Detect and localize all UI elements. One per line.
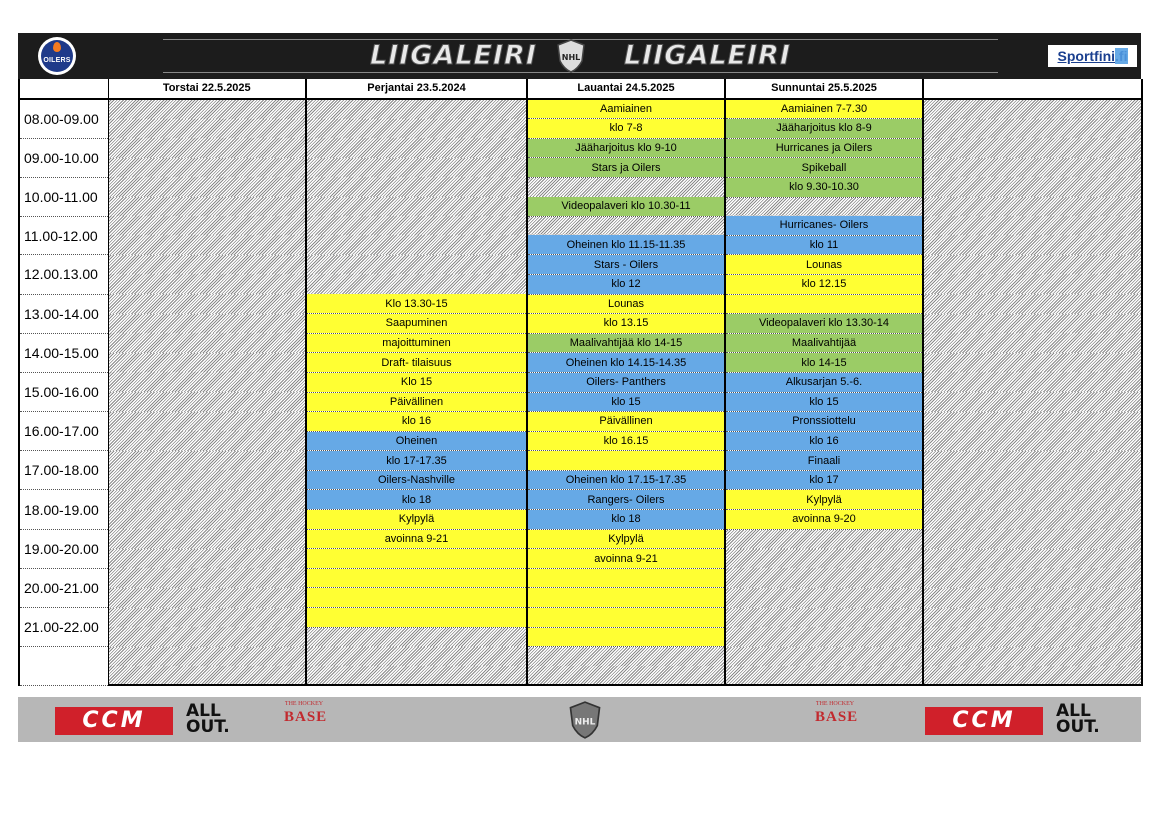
schedule-cell (306, 274, 527, 294)
schedule-cell (108, 549, 306, 569)
title-left: LIIGALEIRI (370, 40, 537, 71)
schedule-cell: klo 17-17.35 (306, 451, 527, 471)
schedule-cell (108, 353, 306, 373)
time-slot-label: 17.00-18.00 (19, 451, 108, 490)
header-corner (19, 79, 108, 99)
day-header: Perjantai 23.5.2024 (306, 79, 527, 99)
schedule-cell (306, 235, 527, 255)
schedule-cell: Jääharjoitus klo 9-10 (527, 138, 725, 158)
svg-text:NHL: NHL (574, 717, 596, 728)
schedule-cell: klo 16 (306, 412, 527, 432)
schedule-cell (306, 158, 527, 178)
schedule-cell (108, 177, 306, 197)
schedule-cell (527, 451, 725, 471)
schedule-cell: klo 12.15 (725, 274, 923, 294)
allout-logo-left: ALL OUT. (186, 701, 230, 737)
schedule-cell (725, 549, 923, 569)
schedule-cell (923, 99, 1142, 119)
schedule-cell (108, 510, 306, 530)
title-right: LIIGALEIRI (624, 40, 791, 71)
schedule-cell: Klo 13.30-15 (306, 294, 527, 314)
schedule-cell (923, 412, 1142, 432)
schedule-cell (725, 588, 923, 608)
schedule-cell (923, 431, 1142, 451)
time-slot-label: 13.00-14.00 (19, 294, 108, 333)
schedule-cell (923, 197, 1142, 216)
schedule-cell: Päivällinen (306, 392, 527, 412)
schedule-cell: avoinna 9-20 (725, 510, 923, 530)
schedule-cell (306, 177, 527, 197)
schedule-cell (108, 431, 306, 451)
time-slot-label: 15.00-16.00 (19, 372, 108, 411)
hockey-base-logo-left: THE HOCKEY BASE (284, 701, 328, 725)
schedule-cell (527, 666, 725, 686)
time-slot-label: 11.00-12.00 (19, 216, 108, 255)
schedule-cell (108, 138, 306, 158)
schedule-cell (923, 158, 1142, 178)
schedule-cell (923, 490, 1142, 510)
schedule-cell (923, 294, 1142, 314)
time-slot-label: 14.00-15.00 (19, 333, 108, 372)
schedule-cell: Oheinen (306, 431, 527, 451)
schedule-cell: Kylpylä (527, 529, 725, 549)
schedule-cell: Oilers-Nashville (306, 470, 527, 490)
schedule-cell (108, 529, 306, 549)
time-slot-label: 18.00-19.00 (19, 490, 108, 529)
schedule-cell (923, 529, 1142, 549)
schedule-cell (108, 666, 306, 686)
schedule-cell: klo 18 (306, 490, 527, 510)
oilers-logo: OILERS (38, 37, 76, 75)
schedule-cell (923, 627, 1142, 647)
schedule-cell: Kylpylä (306, 510, 527, 530)
header-bar (18, 33, 1141, 79)
day-header: Sunnuntai 25.5.2025 (725, 79, 923, 99)
time-slot-label: 08.00-09.00 (19, 99, 108, 139)
schedule-cell (923, 274, 1142, 294)
schedule-cell (725, 627, 923, 647)
schedule-cell (108, 372, 306, 392)
schedule-cell (527, 216, 725, 235)
schedule-cell: Pronssiottelu (725, 412, 923, 432)
svg-text:NHL: NHL (561, 53, 581, 62)
schedule-cell: Finaali (725, 451, 923, 471)
schedule-cell (527, 627, 725, 647)
schedule-cell (725, 568, 923, 588)
schedule-cell (108, 588, 306, 608)
day-header: Torstai 22.5.2025 (108, 79, 306, 99)
schedule-cell (108, 216, 306, 235)
schedule-cell: klo 9.30-10.30 (725, 177, 923, 197)
schedule-cell: Oheinen klo 11.15-11.35 (527, 235, 725, 255)
schedule-cell (306, 627, 527, 647)
schedule-cell: klo 12 (527, 274, 725, 294)
schedule-cell (923, 372, 1142, 392)
schedule-cell (108, 333, 306, 353)
schedule-cell (306, 647, 527, 666)
allout-logo-right: ALL OUT. (1056, 701, 1100, 737)
schedule-cell (923, 177, 1142, 197)
schedule-cell: klo 15 (527, 392, 725, 412)
schedule-cell: Kylpylä (725, 490, 923, 510)
schedule-cell (108, 451, 306, 471)
schedule-cell (306, 197, 527, 216)
schedule-cell (527, 588, 725, 608)
schedule-cell (108, 255, 306, 275)
schedule-cell (108, 490, 306, 510)
schedule-cell: Draft- tilaisuus (306, 353, 527, 373)
schedule-cell (923, 333, 1142, 353)
schedule-cell: Hurricanes- Oilers (725, 216, 923, 235)
schedule-cell (923, 255, 1142, 275)
schedule-cell (527, 568, 725, 588)
schedule-cell: Stars - Oilers (527, 255, 725, 275)
schedule-cell: Jääharjoitus klo 8-9 (725, 119, 923, 139)
schedule-table (18, 79, 1143, 686)
day-header (923, 79, 1142, 99)
schedule-cell: Klo 15 (306, 372, 527, 392)
schedule-cell (306, 568, 527, 588)
schedule-cell (527, 177, 725, 197)
schedule-cell (725, 647, 923, 666)
schedule-cell (306, 549, 527, 569)
schedule-cell: Hurricanes ja Oilers (725, 138, 923, 158)
schedule-cell: Videopalaveri klo 10.30-11 (527, 197, 725, 216)
schedule-cell (923, 138, 1142, 158)
schedule-cell: klo 14-15 (725, 353, 923, 373)
schedule-cell: Päivällinen (527, 412, 725, 432)
schedule-cell (108, 294, 306, 314)
hockey-base-logo-right: THE HOCKEY BASE (815, 701, 859, 725)
schedule-cell: klo 11 (725, 235, 923, 255)
schedule-cell (108, 119, 306, 139)
schedule-cell: Spikeball (725, 158, 923, 178)
schedule-cell (527, 608, 725, 628)
schedule-cell: Videopalaveri klo 13.30-14 (725, 314, 923, 334)
schedule-cell (725, 197, 923, 216)
schedule-cell: klo 17 (725, 470, 923, 490)
schedule-cell: avoinna 9-21 (306, 529, 527, 549)
schedule-cell (923, 392, 1142, 412)
time-slot-label: 20.00-21.00 (19, 568, 108, 607)
schedule-cell (923, 353, 1142, 373)
schedule-cell (306, 666, 527, 686)
schedule-cell (108, 274, 306, 294)
schedule-cell (306, 119, 527, 139)
schedule-cell (108, 99, 306, 119)
schedule-cell: Rangers- Oilers (527, 490, 725, 510)
time-slot-label: 10.00-11.00 (19, 177, 108, 216)
time-slot-label: 09.00-10.00 (19, 138, 108, 177)
schedule-cell: klo 16 (725, 431, 923, 451)
schedule-cell: klo 18 (527, 510, 725, 530)
schedule-cell: klo 13.15 (527, 314, 725, 334)
schedule-cell (108, 568, 306, 588)
day-header: Lauantai 24.5.2025 (527, 79, 725, 99)
schedule-cell (923, 470, 1142, 490)
schedule-cell (923, 510, 1142, 530)
schedule-cell (923, 647, 1142, 666)
schedule-cell (923, 216, 1142, 235)
schedule-cell (306, 608, 527, 628)
schedule-cell: Lounas (725, 255, 923, 275)
schedule-cell (923, 588, 1142, 608)
time-slot-label: 12.00.13.00 (19, 255, 108, 294)
schedule-cell: Oilers- Panthers (527, 372, 725, 392)
schedule-cell: klo 7-8 (527, 119, 725, 139)
schedule-cell: Maalivahtijää klo 14-15 (527, 333, 725, 353)
schedule-cell (725, 529, 923, 549)
sportfini-logo: Sportfini.fi (1048, 45, 1137, 67)
schedule-cell (923, 451, 1142, 471)
schedule-cell: majoittuminen (306, 333, 527, 353)
ccm-logo-right: CCM (925, 707, 1043, 735)
schedule-cell (108, 197, 306, 216)
schedule-cell (108, 392, 306, 412)
schedule-cell (108, 608, 306, 628)
schedule-cell (306, 588, 527, 608)
schedule-cell (725, 666, 923, 686)
schedule-cell (923, 666, 1142, 686)
schedule-cell: Stars ja Oilers (527, 158, 725, 178)
ccm-logo-left: CCM (55, 707, 173, 735)
schedule-cell (923, 568, 1142, 588)
schedule-cell (108, 412, 306, 432)
schedule-cell (108, 235, 306, 255)
schedule-cell: Saapuminen (306, 314, 527, 334)
time-slot-label (19, 647, 108, 686)
schedule-cell: Alkusarjan 5.-6. (725, 372, 923, 392)
schedule-cell: Oheinen klo 14.15-14.35 (527, 353, 725, 373)
schedule-cell (108, 627, 306, 647)
schedule-cell (923, 608, 1142, 628)
schedule-cell (527, 647, 725, 666)
schedule-cell: Aamiainen 7-7.30 (725, 99, 923, 119)
schedule-cell (306, 255, 527, 275)
time-slot-label: 16.00-17.00 (19, 412, 108, 451)
schedule-cell (108, 158, 306, 178)
schedule-cell (108, 314, 306, 334)
nhl-shield-footer-icon (568, 701, 602, 739)
time-slot-label: 21.00-22.00 (19, 608, 108, 647)
schedule-cell: Aamiainen (527, 99, 725, 119)
schedule-cell (306, 99, 527, 119)
schedule-cell: avoinna 9-21 (527, 549, 725, 569)
time-slot-label: 19.00-20.00 (19, 529, 108, 568)
schedule-cell (306, 138, 527, 158)
schedule-cell: klo 15 (725, 392, 923, 412)
schedule-cell (108, 647, 306, 666)
schedule-cell (923, 119, 1142, 139)
nhl-shield-icon (556, 39, 586, 73)
schedule-cell: Oheinen klo 17.15-17.35 (527, 470, 725, 490)
schedule-cell: klo 16.15 (527, 431, 725, 451)
schedule-cell: Lounas (527, 294, 725, 314)
schedule-cell (306, 216, 527, 235)
schedule-cell (108, 470, 306, 490)
schedule-cell (725, 294, 923, 314)
schedule-cell: Maalivahtijää (725, 333, 923, 353)
schedule-cell (725, 608, 923, 628)
schedule-cell (923, 549, 1142, 569)
schedule-cell (923, 235, 1142, 255)
schedule-cell (923, 314, 1142, 334)
sponsor-footer (18, 697, 1141, 742)
